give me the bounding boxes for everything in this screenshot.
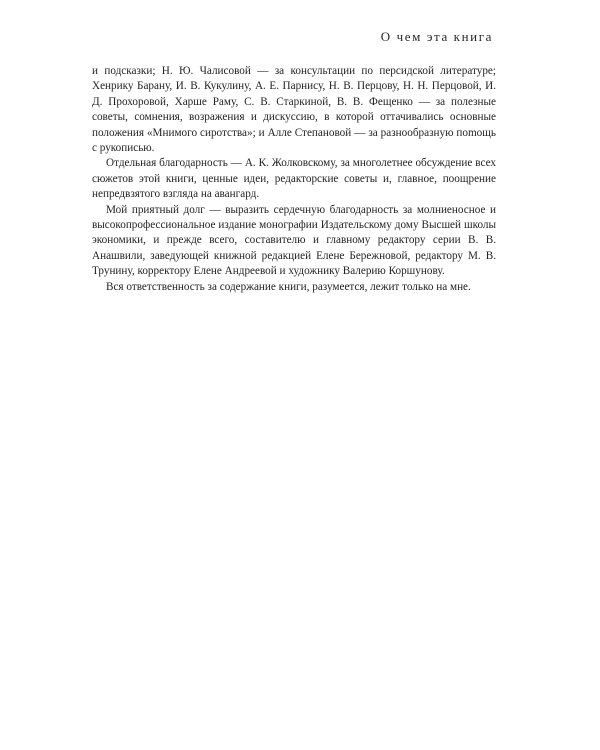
paragraph-acknowledgements-continued: и подсказки; Н. Ю. Чалисовой — за консультации по персидской литературе; Хенрику Барану, И. В. Кукулину, А. Е. Парнису, Н. В. Перцову, Н. Н. Перцовой, И. Д. Прохоровой, Харше Раму, С. В. Старкиной, В. В. Фещенко — за полезные советы, сомнения, возражения и дискуссию, в которой оттачивались основные положения «Мнимого сиротства»; и Алле Степановой — за разнообразную поmощь с рукописью. (92, 65, 496, 155)
paragraph-responsibility: Вся ответственность за содержание книги, разумеется, лежит только на мне. (106, 280, 471, 293)
paragraph-publisher-thanks: Мой приятный долг — выразить сердечную благодарность за молниеносное и высокопрофессиональное издание монографии Издательскому дому Высшей школы экономики, и прежде всего, составителю и главному редактору серии В. В. Анашвили, заведующей книжной редакцией Елене Бережновой, редактору М. В. Трунину, корректору Елене Андреевой и художнику Валерию Коршунову. (92, 203, 496, 278)
paragraph-zholkovsky-thanks: Отдельная благодарность — А. К. Жолковскому, за многолетнее обсуждение всех сюжетов этой книги, ценные идеи, редакторские советы и, главное, поощрение непредвзятого взгляда на авангард. (92, 157, 496, 201)
running-head: О чем эта книга (380, 29, 493, 44)
body-text (92, 64, 496, 295)
